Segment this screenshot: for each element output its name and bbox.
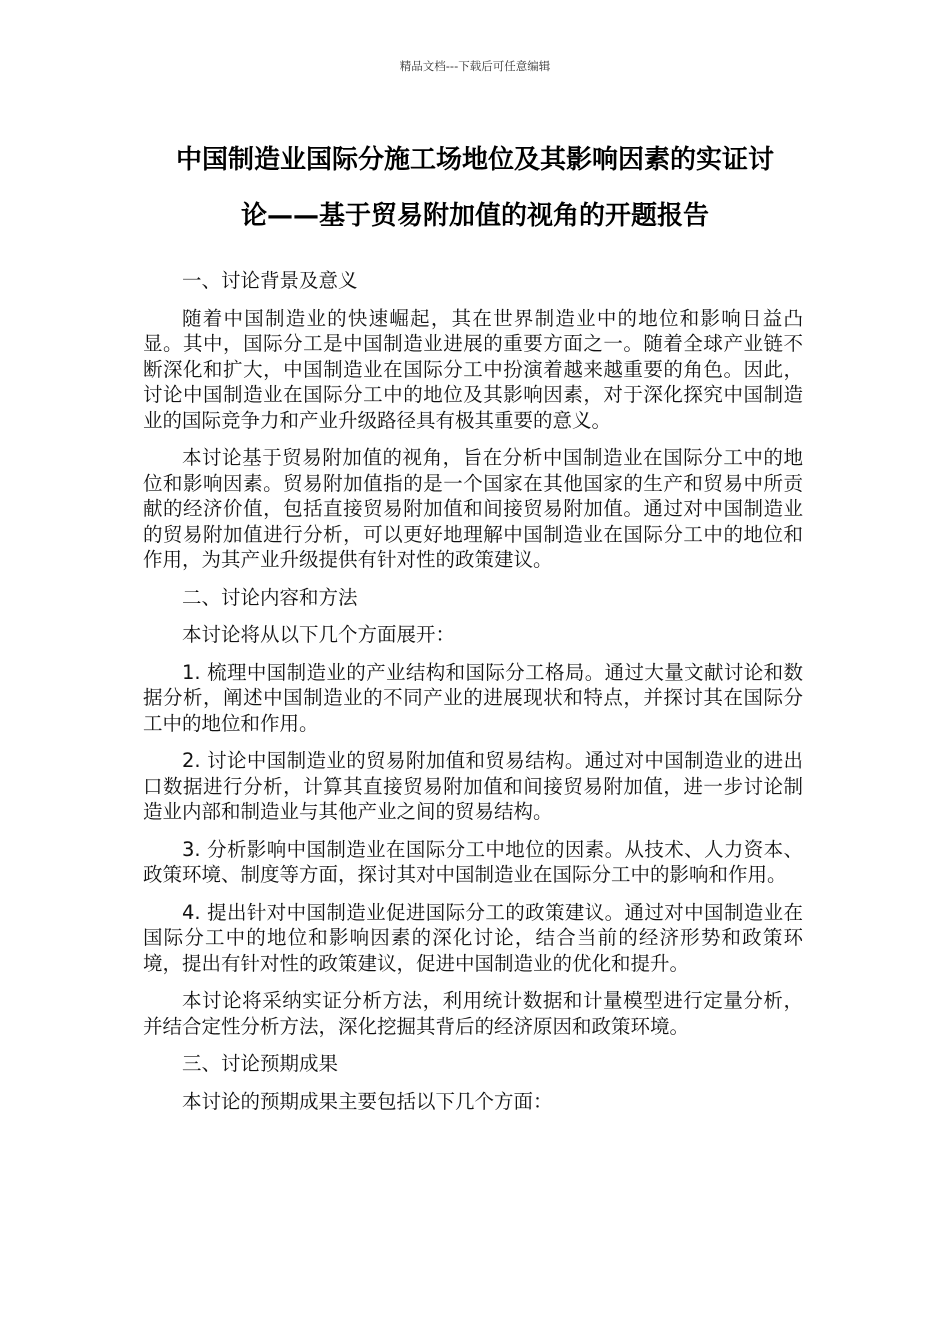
paragraph: 随着中国制造业的快速崛起，其在世界制造业中的地位和影响日益凸显。其中，国际分工是中国制造业进展的重要方面之一。随着全球产业链不断深化和扩大，中国制造业在国际分工中扮演着越来越重要的角色。因此，讨论中国制造业在国际分工中的地位及其影响因素，对于深化探究中国制造业的国际竞争力和产业升级路径具有极其重要的意义。 — [143, 306, 803, 432]
document-title — [130, 132, 820, 244]
document-body — [143, 268, 803, 1126]
paragraph: 本讨论将采纳实证分析方法，利用统计数据和计量模型进行定量分析，并结合定性分析方法，深化挖掘其背后的经济原因和政策环境。 — [143, 989, 803, 1038]
section-heading-background: 一、讨论背景及意义 — [182, 269, 358, 292]
list-item: 2. 讨论中国制造业的贸易附加值和贸易结构。通过对中国制造业的进出口数据进行分析，计算其直接贸易附加值和间接贸易附加值，进一步讨论制造业内部和制造业与其他产业之间的贸易结构。 — [143, 749, 803, 823]
section-heading-expected-results: 三、讨论预期成果 — [182, 1052, 339, 1075]
list-item: 1. 梳理中国制造业的产业结构和国际分工格局。通过大量文献讨论和数据分析，阐述中国制造业的不同产业的进展现状和特点，并探讨其在国际分工中的地位和作用。 — [143, 660, 803, 735]
list-item: 4. 提出针对中国制造业促进国际分工的政策建议。通过对中国制造业在国际分工中的地位和影响因素的深化讨论，结合当前的经济形势和政策环境，提出有针对性的政策建议，促进中国制造业的优化和提升。 — [143, 900, 803, 975]
header-note: 精品文档---下载后可任意编辑 — [399, 59, 551, 73]
paragraph: 本讨论基于贸易附加值的视角，旨在分析中国制造业在国际分工中的地位和影响因素。贸易附加值指的是一个国家在其他国家的生产和贸易中所贡献的经济价值，包括直接贸易附加值和间接贸易附加值。通过对中国制造业的贸易附加值进行分析，可以更好地理解中国制造业在国际分工中的地位和作用，为其产业升级提供有针对性的政策建议。 — [143, 446, 803, 571]
paragraph: 本讨论将从以下几个方面展开： — [182, 623, 456, 646]
title-line-1: 中国制造业国际分施工场地位及其影响因素的实证讨 — [175, 145, 774, 175]
list-item: 3. 分析影响中国制造业在国际分工中地位的因素。从技术、人力资本、政策环境、制度等方面，探讨其对中国制造业在国际分工中的影响和作用。 — [143, 837, 803, 886]
paragraph: 本讨论的预期成果主要包括以下几个方面： — [182, 1089, 553, 1113]
section-heading-content-methods: 二、讨论内容和方法 — [182, 585, 358, 609]
title-line-2: 论——基于贸易附加值的视角的开题报告 — [240, 201, 709, 231]
